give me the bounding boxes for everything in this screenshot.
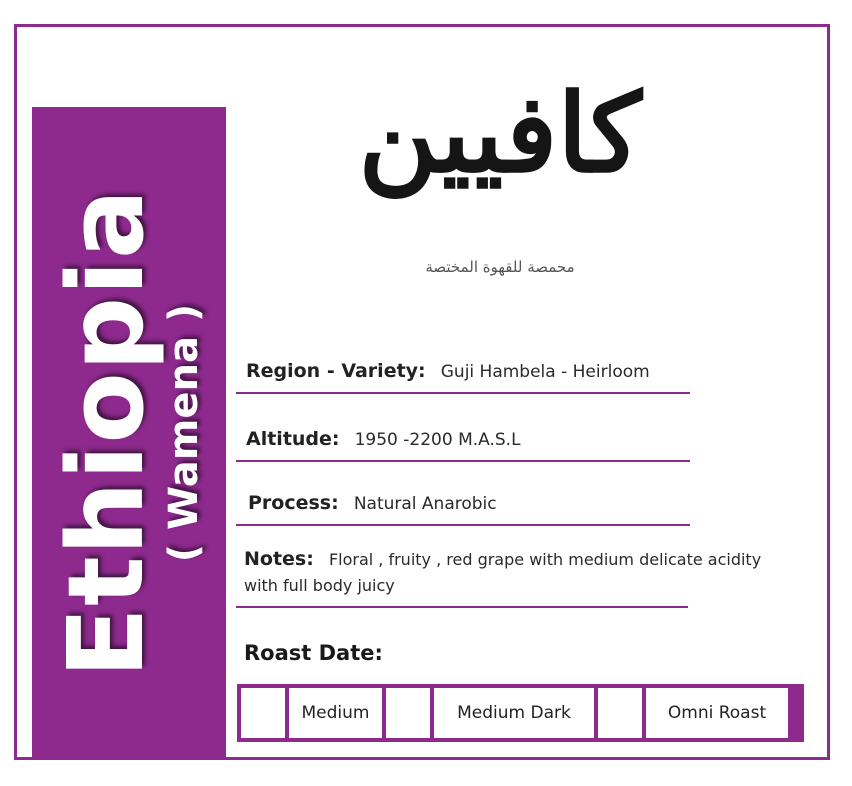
medium-dark-checkbox[interactable]	[386, 688, 430, 738]
omni-checkbox[interactable]	[598, 688, 642, 738]
roast-option-omni: Omni Roast	[646, 688, 788, 738]
altitude-value: 1950 -2200 M.A.S.L	[354, 430, 521, 450]
roast-date-label: Roast Date:	[244, 641, 383, 665]
roast-options	[237, 684, 804, 742]
altitude-label: Altitude:	[246, 428, 340, 450]
brand-tagline: محمصة للقهوة المختصة	[425, 258, 575, 276]
medium-checkbox[interactable]	[241, 688, 285, 738]
process-field	[236, 492, 690, 526]
notes-field	[236, 548, 762, 608]
notes-value-line1: Floral , fruity , red grape with medium delicate acidity	[328, 550, 762, 569]
region-field	[236, 360, 690, 394]
logo-wordmark: كافيين	[358, 71, 642, 197]
region-value: Guji Hambela - Heirloom	[440, 362, 650, 382]
process-value: Natural Anarobic	[353, 494, 497, 514]
notes-value-line2: with full body juicy	[244, 576, 395, 595]
region-label: Region - Variety:	[246, 360, 426, 382]
country-name: Ethiopia	[45, 187, 167, 679]
brand-logo	[330, 60, 670, 290]
altitude-field	[236, 428, 690, 462]
roast-option-medium-dark: Medium Dark	[434, 688, 594, 738]
process-label: Process:	[248, 492, 339, 514]
roast-option-medium: Medium	[289, 688, 382, 738]
side-text	[45, 187, 207, 679]
notes-label: Notes:	[244, 548, 314, 570]
coffee-subname: ( Wamena )	[161, 303, 207, 563]
